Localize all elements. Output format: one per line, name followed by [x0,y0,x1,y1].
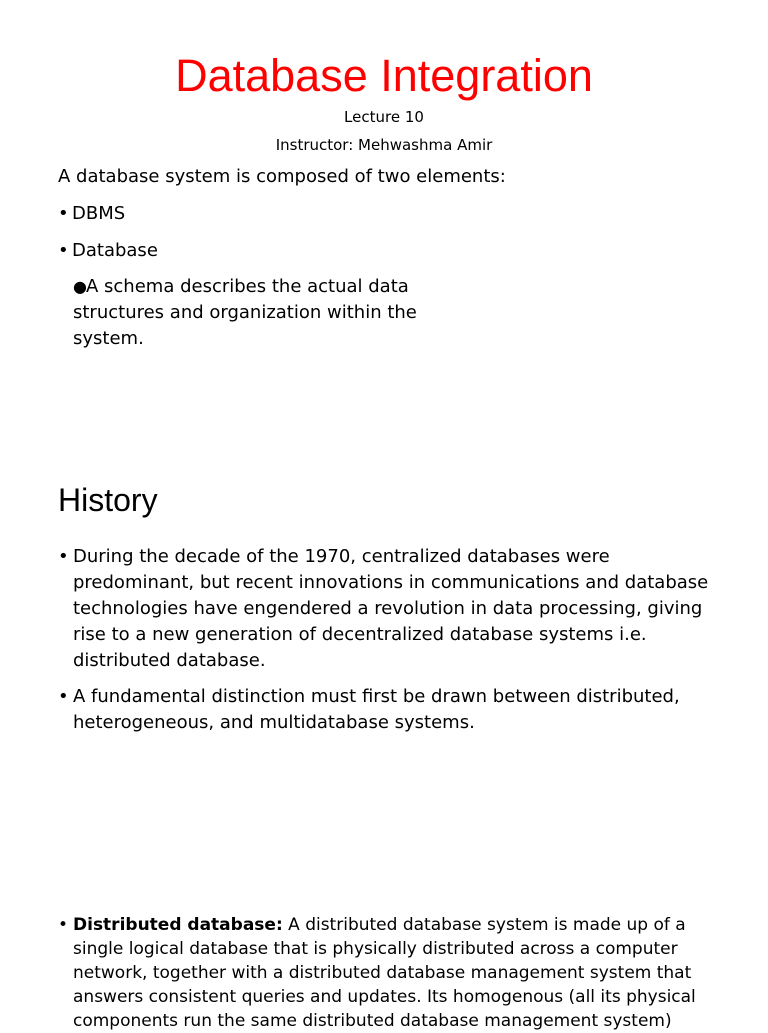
bullet-icon: • [58,203,69,224]
sub-bullet-text: A schema describes the actual data structures and organization within the system. [73,276,417,349]
bullet-icon: • [58,546,69,567]
bullet-text: A fundamental distinction must first be drawn between distributed, heterogeneous, and multidatabase systems. [73,686,680,733]
bullet-text: During the decade of the 1970, centralized databases were predominant, but recent innovations in communications and database technologies have engendered a revolution in data processing, giving rise to a new generation of decentralized database systems i.e. distributed database. [73,546,709,671]
sub-bullet-schema [73,274,418,352]
instructor-name: Instructor: Mehwashma Amir [275,136,493,154]
slide-title: Database Integration [175,50,593,101]
term-definition: A distributed database system is made up of a single logical database that is physically distributed across a computer network, together with a distributed database management system that answers consistent queries and updates. Its homogenous (all its physical components run the same distributed database management system) [73,915,696,1031]
bullet-icon: • [58,686,69,707]
bullet-text [58,913,723,1033]
bullet-icon: • [58,240,69,261]
term-label: Distributed database: [73,915,283,935]
bullet-database [58,238,458,264]
history-bullet-2 [58,684,718,736]
lecture-number: Lecture 10 [344,108,424,126]
intro-text: A database system is composed of two elements: [58,166,506,187]
bullet-text: Database [72,240,158,261]
history-bullet-1 [58,544,718,674]
distributed-db-bullet [58,913,723,1033]
bullet-icon: ● [73,277,87,296]
bullet-text: DBMS [72,203,126,224]
history-heading: History [58,482,158,518]
bullet-icon: • [58,915,69,935]
bullet-dbms [58,201,458,227]
